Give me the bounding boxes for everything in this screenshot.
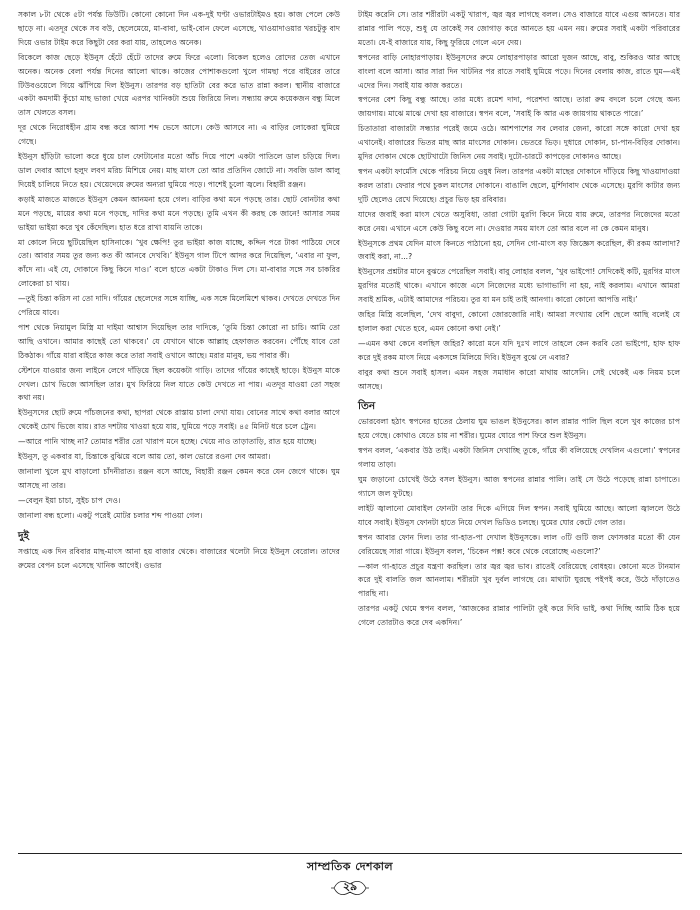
- paragraph: বাবুর কথা শুনে সবাই হাসল। এমন সহজ সমাধান কারো মাথায় আসেনি। সেই থেকেই এক নিয়ম চলে আসছে।: [358, 367, 680, 391]
- paragraph: যাদের জবাই করা মাংস খেতে অসুবিধা, তারা গোটা মুরগি কিনে নিয়ে যায় রুমে, তারপর নিজেদের মতো করে নেয়। এখানে এসে কেউ কিছু বলে না। দেওয়ার সময় মাংস তো আর বলে না কে কেমন মানুষ।: [358, 209, 680, 233]
- paragraph: ইউনুস হাঁড়িটা ভালো করে ধুয়ে চাল ফোটানোর মতো আঁচ দিয়ে পাশে একটা পাতিলে ডাল চড়িয়ে দিল। ডাল দেবার আগে হলুদ লবণ মরিচ মিশিয়ে নেয়। মাছ মাংস তো আর প্রতিদিন জোটে না। সবজি ডাল আলু দিয়েই চালিয়ে নিতে হয়। খেয়েদেয়ে রুমের অন্যরা ঘুমিয়ে পড়ে। পাশেই চুলো জ্বলে। বিহারী রঞ্জন।: [18, 152, 340, 189]
- paragraph: চিতাতারা বাজারটা সন্ধ্যার পরেই জমে ওঠে। আশপাশের সব লেবার জেনা, কারো সঙ্গে কারো দেখা হয় এখানেই। বাজারের ভিতর মাছ আর মাংসের দোকান। ভেতরে ভিড়। দুধারে দোকান, চা-পান-বিড়ির দোকান। মুদির দোকান থেকে ছোটখাটো জিনিস নেয় সবাই। দুটো-চারটে কাপড়ের দোকানও আছে।: [358, 124, 680, 162]
- footer-rule: [18, 853, 682, 854]
- paragraph: —কাল গা-হাতে প্রচুর যন্ত্রণা করছিল। তার জ্বর জ্বর ভাব। রাতেই বেরিয়েছে বোধহয়। কোনো মতে টানমান করে দুই বালতি জল আনলাম। শরীরটা খুব দুর্বল লাগছে রে। মাথাটা ঘুরছে পইপই করে, উঠে দাঁড়াতেও পারছি না।: [358, 561, 680, 599]
- paragraph: সকাল ৮টা থেকে ৫টা পর্যন্ত ডিউটি। কোনো কোনো দিন এক-দুই ঘণ্টা ওভারটাইমও হয়। কাজ পেলে কেউ ছাড়ে না। এতদূর থেকে সব বউ, ছেলেমেয়ে, মা-বাবা, ভাই-বোন ফেলে এসেছে, খাওয়াদাওয়ার খরচটুকু বাদ দিয়ে ওভার টাইম করে কিছুটা বের করা যায়, তাহলেও অনেক।: [18, 10, 340, 47]
- paragraph: —এমন কথা কেনে বলছিস জহির? কারো মনে যদি দুঃখ লাগে তাহলে কেন করবি তো ভাইপো, হাফ হাফ করে দুই রকম মাংস নিয়ে একসঙ্গে মিলিয়ে দিবি। ইউনুস বুঝে নে এবার?: [358, 338, 680, 362]
- paragraph: বিকেলে কাজ ছেড়ে ইউনুস হেঁটে হেঁটে তাদের রুমে ফিরে এলো। বিকেল হলেও রোদের তেজ এখানে অনেক। অনেক বেলা পর্যন্ত দিনের আলো থাকে। কাজের পোশাকগুলো খুলে গামছা পরে বাইরের তারে টিউবওয়েলে গিয়ে ঝাঁপিয়ে দিল ইউনুস। তারপর বড় হাতিটা বের করে ভাত রান্না করল। স্থানীয় বাজারে একটা কমদামী কুঁচো মাছ ভাজা খেয়ে এরপর খানিকটা শুয়ে জিরিয়ে নিল। সন্ধ্যায় রুমে কয়েকজন বন্ধু মিলে তাস খেলতে বসল।: [18, 52, 340, 118]
- right-column-paragraphs: [358, 8, 680, 393]
- page-number-ornament: [330, 876, 370, 900]
- magazine-title: সাম্প্রতিক দেশকাল: [306, 860, 394, 873]
- paragraph: স্বপনের বেশ কিছু বন্ধু আছে। তার মধ্যে রমেশ দাদা, পরেশদা আছে। তারা রুম বদলে চলে গেছে অন্য জায়গায়। মাঝে মাঝে দেখা হয় বাজারে। স্বপন বলে, ‘সবাই কি আর এক জায়গায় থাকতে পারে।’: [358, 95, 680, 119]
- paragraph: ইউনুসদের ছোট রুমে পাঁচজনের কথা, ছাপরা থেকে রাস্তায় চালা দেখা যায়। বোনের সাথে কথা বলার আগে থেকেই চোখ ভিজে যায়। রাত দশটায় খাওয়া হয়ে যায়, ঘুমিয়ে পড়ে সবাই। ৪৫ মিনিট ধরে চলে ট্রেন।: [18, 408, 340, 432]
- paragraph: ইউনুস, তু একবার যা, চিন্তাকে বুঝিয়ে বলে আয় তো, কাল ভোরে রওনা দেব আমরা।: [18, 452, 271, 462]
- paragraph: —আরে পানি খাচ্ছ না? তোমার শরীর তো খারাপ মনে হচ্ছে। খেয়ে নাও তাড়াতাড়ি, রাত হয়ে যাচ্ছে।: [18, 437, 317, 447]
- paragraph: স্টেশনে যাওয়ার জন্য লাইনে লেগে দাঁড়িয়ে ছিল কয়েকটা গাড়ি। তাদের গাঁয়ের কাছেই ছাড়ে। ইউনুস মাকে দেখল। চোখ ভিজে আসছিল তার। মুখ ফিরিয়ে নিল যাতে কেউ দেখতে না পায়। এতদূর যাওয়া তো সহজ কথা নয়।: [18, 365, 340, 403]
- paragraph: ইউনুসকে প্রথম যেদিন মাংস কিনতে পাঠানো হয়, সেদিন গো-মাংস বড় জিজ্ঞেস করেছিল, কী রকম আলাদা? জবাই করা, না...?: [358, 238, 680, 262]
- paragraph: —তুই চিন্তা করিস না তো দাদি। গাঁয়ের ছেলেদের সঙ্গে যাচ্ছি, এক সঙ্গে মিলেমিশে থাকব। দেখতে দেখতে দিন পেরিয়ে যাবে।: [18, 294, 340, 318]
- right-column-paragraphs-2: [358, 415, 680, 630]
- paragraph: ঘুম জড়ানো চোখেই উঠে বসল ইউনুস। আজ স্বপনের রান্নার পালি। তাই সে উঠে পড়েছে রান্না চাপাতে। গ্যাসে জল ফুটছে।: [358, 475, 680, 498]
- paragraph: কড়াই মাজতে মাজতে ইউনুস কেমন আনমনা হয়ে গেল। বাড়ির কথা মনে পড়ছে তার। ছোট বোনটার কথা মনে পড়ছে, মায়ের কথা মনে পড়ছে, দাদির কথা মনে পড়ছে। তুমি এখন কী করছ কে জানে! আসার সময় ভাইয়া ভাইয়া করে খুব কেঁদেছিল। হাত ধরে রাখা যায়নি তাকে।: [18, 194, 340, 232]
- paragraph: স্বপনের বাড়ি নোহারপাড়ায়। ইউনুসদের রুমে লোহারপাড়ার আরো দুজন আছে, বাবু, শুকিরও আর আছে বাংলা বলে আসা। আর সারা দিন খাটনির পর রাতে সবাই ঘুমিয়ে পড়ে। দিনের বেলায় কাজ, রাতে ঘুম—এই এদের দিন। সবাই যায় কাজ করতে।: [358, 52, 680, 90]
- left-column-paragraphs: [18, 8, 340, 523]
- paragraph: মা কোলে নিয়ে ছুটিয়েছিল হাসিনাকে। ‘খুব ক্ষেপি! তুর ভাইয়া কাজ যাচ্ছে, কদ্দিন পরে টাকা পাঠিয়ে দেবে তো। আবার সময় তুর জন্য কত কী আনবে দেখবি।’ ইউনুস গাল টিপে আদর করে দিয়েছিল, ‘এবার না ফুল, কাঁদে না। এই যে, দোকানে কিছু কিনে দাও।’ বলে হাতে একটা টাকাও দিল সে। মা-বাবার সঙ্গে সব চাকরির লোকেরা চা খায়।: [18, 237, 340, 289]
- left-column-paragraphs-2: [18, 545, 340, 573]
- paragraph: টাইম করেনি সে। তার শরীরটা একটু খারাপ, জ্বর জ্বর লাগছে বলল। সেও বাজারে যাবে এগুয় আনতে। যার রান্নার পালি পড়ে, শুধু যে তাকেই সব জোগাড় করে আনতে হয় এমন নয়। রুমের সবাই একটা পরিবারের মতো। যে-ই বাজারে যায়, কিছু ফুরিয়ে গেলে এনে দেয়।: [358, 10, 680, 47]
- paragraph: —বেলুন ইয়া চাচা, সুইচ চাপ দেও।: [18, 495, 121, 505]
- paragraph: স্বপন একটা ফার্মেসি থেকে পরিচয় নিয়ে ওষুধ নিল। তারপর একটা মাছের দোকানে দাঁড়িয়ে কিছু খাওয়াদাওয়া করল তারা। ফেরার পথে চুকল মাংসের দোকানে। বাঙালি ছেলে, মুর্শিদাবাদ থেকে এসেছে। মুরগি কাটার জন্য দুটি ছেলেও রেখে দিয়েছে। প্রচুর ভিড় হয় রবিবার।: [358, 166, 680, 204]
- paragraph: ইউনুসের প্রশ্নটার মানে বুঝতে পেরেছিল সবাই। বাবু লোহার বলল, ‘খুব ভাইপো! সেদিকেই কটি, মুরগির মাংস মুরগির মতোই থাকে। এখানে কাজে এসে নিজেদের মধ্যে ভাগাভাগি না হয়, নাই করলাম। এখানে আমরা সবাই শ্রমিক, এটাই আমাদের পরিচয়। তুর যা মন চাই তাই আনগা। কারো কোনো আপত্তি নাই।’: [358, 267, 680, 305]
- section-heading-three: তিন: [358, 400, 376, 413]
- page-number: ২৯: [342, 880, 358, 893]
- paragraph: জানালা বন্ধ হলো। একটু পরেই মোটর চলার শব্দ পাওয়া গেল।: [18, 510, 203, 520]
- paragraph: লাইট জ্বালানো মোবাইল ফোনটা তার দিকে এগিয়ে দিল স্বপন। সবাই ঘুমিয়ে আছে। আলো জ্বাললে উঠে যাবে সবাই। ইউনুস ফোনটা হাতে নিয়ে দেখল ভিডিও চলছে। ঘুমের ঘোর কেটে গেল তার।: [358, 503, 680, 527]
- paragraph: সপ্তাহে এক দিন রবিবার মাছ-মাংস আনা হয় বাজার থেকে। বাজারের থলেটা নিয়ে ইউনুস বেরোল। তাদের রুমের বেপন চলে এসেছে খানিক আগেই। ওভার: [18, 546, 340, 570]
- paragraph: ভোরবেলা হঠাৎ স্বপনের হাতের ঠেলায় ঘুম ভাঙল ইউনুসের। কাল রান্নার পালি ছিল বলে খুব কাজের চাপ হয়ে গেছে। কোথাও যেতে চায় না শরীর। ঘুমের ঘোরে পাশ ফিরে শুল ইউনুস।: [358, 417, 680, 441]
- paragraph: স্বপন আবার ফোন দিল। তার গা-হাত-পা দেখাল ইউনুসকে। লাল ৩টি গুটি জল ফোসকার মতো কী যেন বেরিয়েছে সারা গায়ে। ইউনুস বলল, ‘চিকেন পক্স! কবে থেকে বেরোচ্ছে এগুলো?’: [358, 532, 680, 556]
- paragraph: জানালা খুলে মুখ বাড়ালো চাঁদনীরাত। রঞ্জন বসে আছে, বিহারী রঞ্জন কেমন করে যেন জেগে থাকে। ঘুম আসছে না তার।: [18, 467, 340, 490]
- paragraph: পাশ থেকে নিয়ামুল মিস্ত্রি মা দাইমা আশ্বাস দিয়েছিল তার দাদিকে, ‘তুমি চিন্তা কোরো না চাচি। আমি তো আছি ওখানে। আমার কাছেই তো থাকবে।’ যে যেখানে থাকে আল্লাহ হেফাজত করবেন। পৌঁছে যাবে তো ঠিকঠাক। গাঁয়ে যারা বাইরে কাজ করে তারা সবাই ওখানে আছে। মরার মানুষ, ভয় পাবার কী।: [18, 322, 340, 360]
- section-heading-two: দুই: [18, 529, 29, 542]
- paragraph: জহির মিস্ত্রি বলেছিল, ‘দেখ বাবুদা, কোনো জোরজোরি নাই। আমরা সংখ্যায় বেশি ছেলে আছি বলেই যে হালাল করা খেতে হবে, এমন কোনো কথা নেই।’: [358, 310, 680, 333]
- left-column: [18, 8, 340, 573]
- paragraph: দূর থেকে নিরোধহীন গ্রাম বন্ধ করে আসা শব্দ ভেসে আসে। কেউ আসবে না। এ বাড়ির লোকেরা ঘুমিয়ে গেছে।: [18, 123, 340, 147]
- right-column: [358, 8, 680, 631]
- paragraph: স্বপন বলল, ‘একবার উঠ তাই। একটা জিনিস দেখাচ্ছি তুকে, গাঁয়ে কী বলিয়েছে দেখলিন এগুলো।’ স্বপনের গলায় তাড়া।: [358, 446, 680, 470]
- paragraph: তারপর একটু থেমে স্বপন বলল, ‘আজকের রান্নার পালিটা তুই করে দিবি ভাই, কথা দিচ্ছি আমি ঠিক হয়ে গেলে তোরটাও করে দেব একদিন।’: [358, 604, 680, 628]
